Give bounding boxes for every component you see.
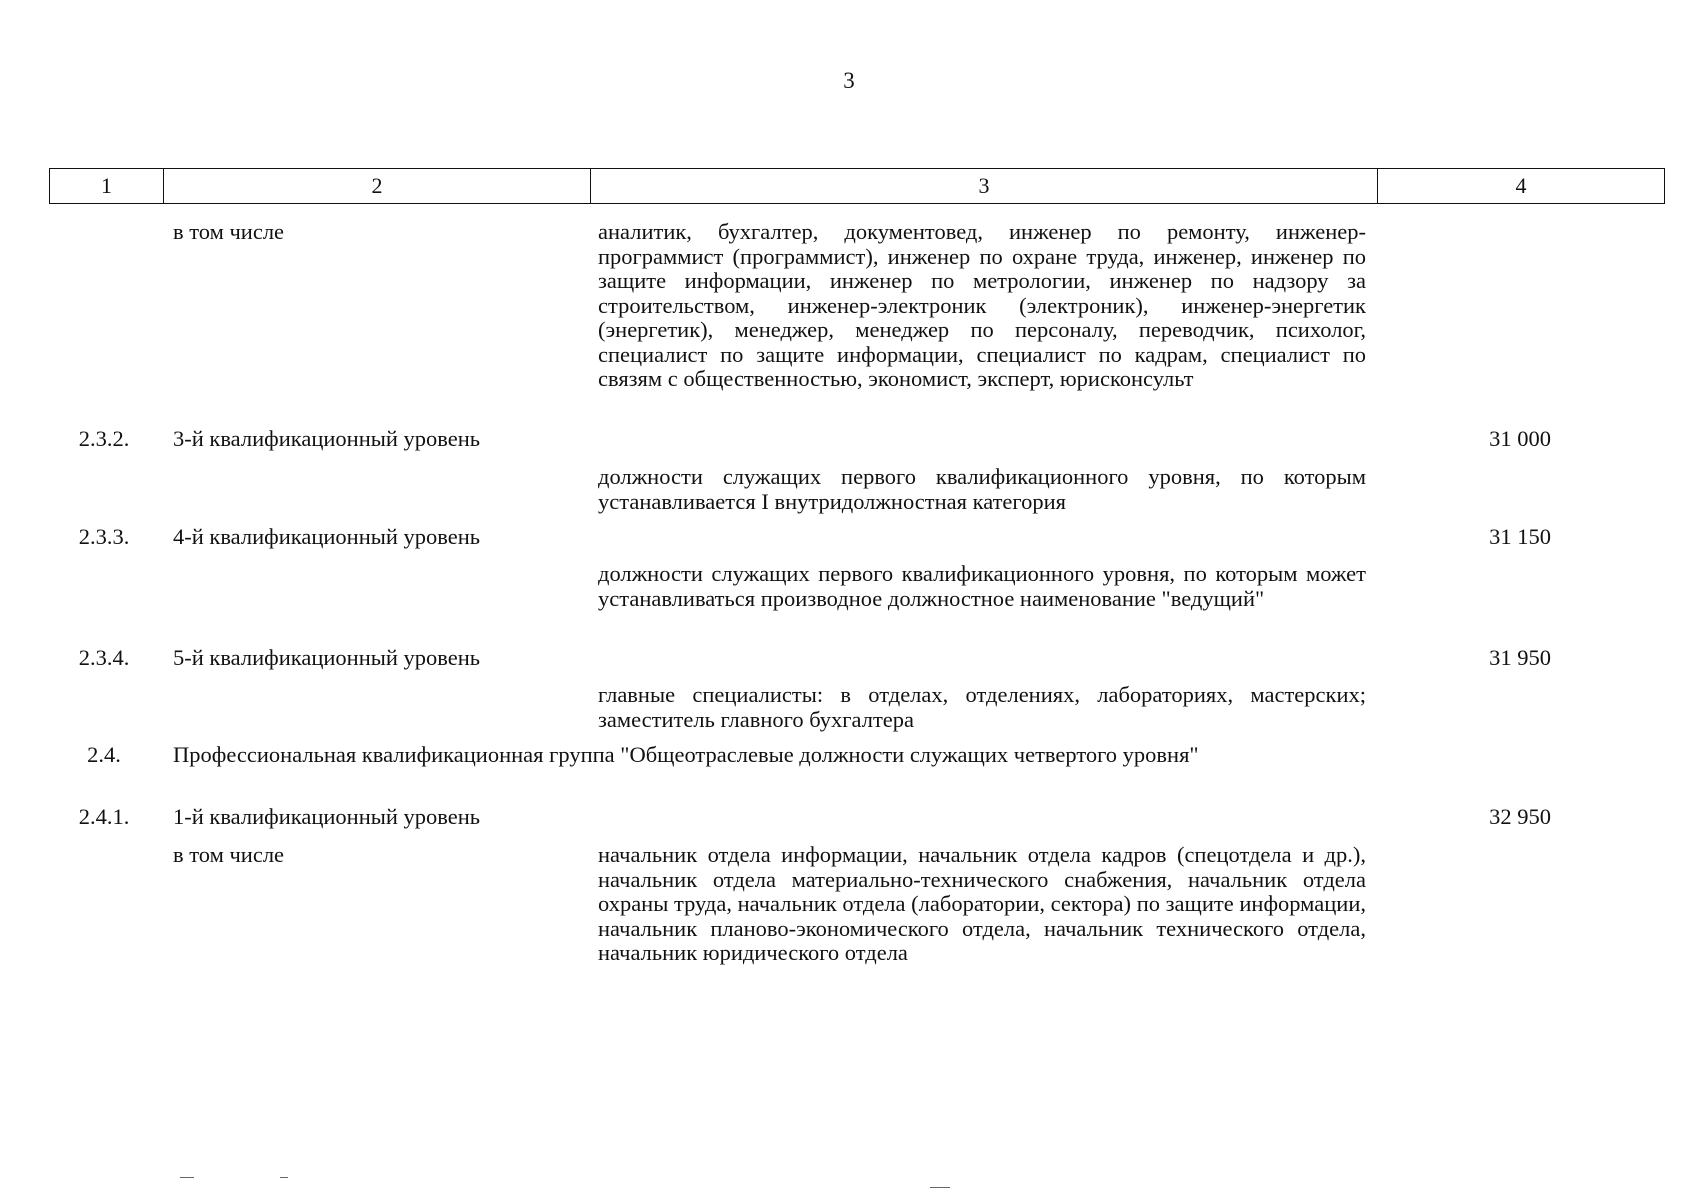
row-code: 2.4.1. xyxy=(78,804,130,829)
row-group-title: Профессиональная квалификационная группа "Общеотраслевые должности служащих четвертого уровня" xyxy=(173,742,1199,767)
row-positions: должности служащих первого квалификационного уровня, по которым устанавливается I внутридолжностная категория xyxy=(598,464,1366,514)
row-positions: должности служащих первого квалификационного уровня, по которым может устанавливаться производное должностное наименование "ведущий" xyxy=(598,561,1366,611)
row-salary: 32 950 xyxy=(1489,804,1551,829)
row-positions: главные специалисты: в отделах, отделениях, лабораториях, мастерских; заместитель главного бухгалтера xyxy=(598,682,1366,732)
row-code: 2.4. xyxy=(87,742,121,767)
page-number: 3 xyxy=(843,68,855,93)
row-name: в том числе xyxy=(173,842,285,867)
table-header xyxy=(49,168,1665,204)
row-code: 2.3.4. xyxy=(78,645,130,670)
row-name: 1-й квалификационный уровень xyxy=(173,804,481,829)
row-name: 3-й квалификационный уровень xyxy=(173,426,481,451)
row-positions: аналитик, бухгалтер, документовед, инженер по ремонту, инженер-программист (программист), инженер по охране труда, инженер, инженер по защите информации, инженер по метрологии, инженер по надзору за строительством, инженер-электроник (электроник), инженер-энергетик (энергетик), менеджер, менеджер по персоналу, переводчик, психолог, специалист по защите информации, специалист по кадрам, специалист по связям с общественностью, экономист, эксперт, юрисконсульт xyxy=(598,219,1366,391)
row-salary: 31 000 xyxy=(1489,426,1551,451)
scan-artifact xyxy=(180,1177,194,1178)
header-col-4: 4 xyxy=(1515,173,1527,198)
row-name: 4-й квалификационный уровень xyxy=(173,524,481,549)
scan-artifact xyxy=(280,1177,288,1178)
header-col-3: 3 xyxy=(591,169,1378,203)
row-code: 2.3.3. xyxy=(78,524,130,549)
row-name: в том числе xyxy=(173,219,285,244)
row-salary: 31 950 xyxy=(1489,645,1551,670)
row-code: 2.3.2. xyxy=(78,426,130,451)
row-positions: начальник отдела информации, начальник отдела кадров (спецотдела и др.), начальник отдела материально-технического снабжения, начальник отдела охраны труда, начальник отдела (лаборатории, сектора) по защите информации, начальник планово-экономического отдела, начальник технического отдела, начальник юридического отдела xyxy=(598,842,1366,965)
row-name: 5-й квалификационный уровень xyxy=(173,645,481,670)
scan-artifact xyxy=(930,1187,950,1188)
header-col-2: 2 xyxy=(164,169,591,203)
header-col-1: 1 xyxy=(50,169,164,203)
row-salary: 31 150 xyxy=(1489,524,1551,549)
